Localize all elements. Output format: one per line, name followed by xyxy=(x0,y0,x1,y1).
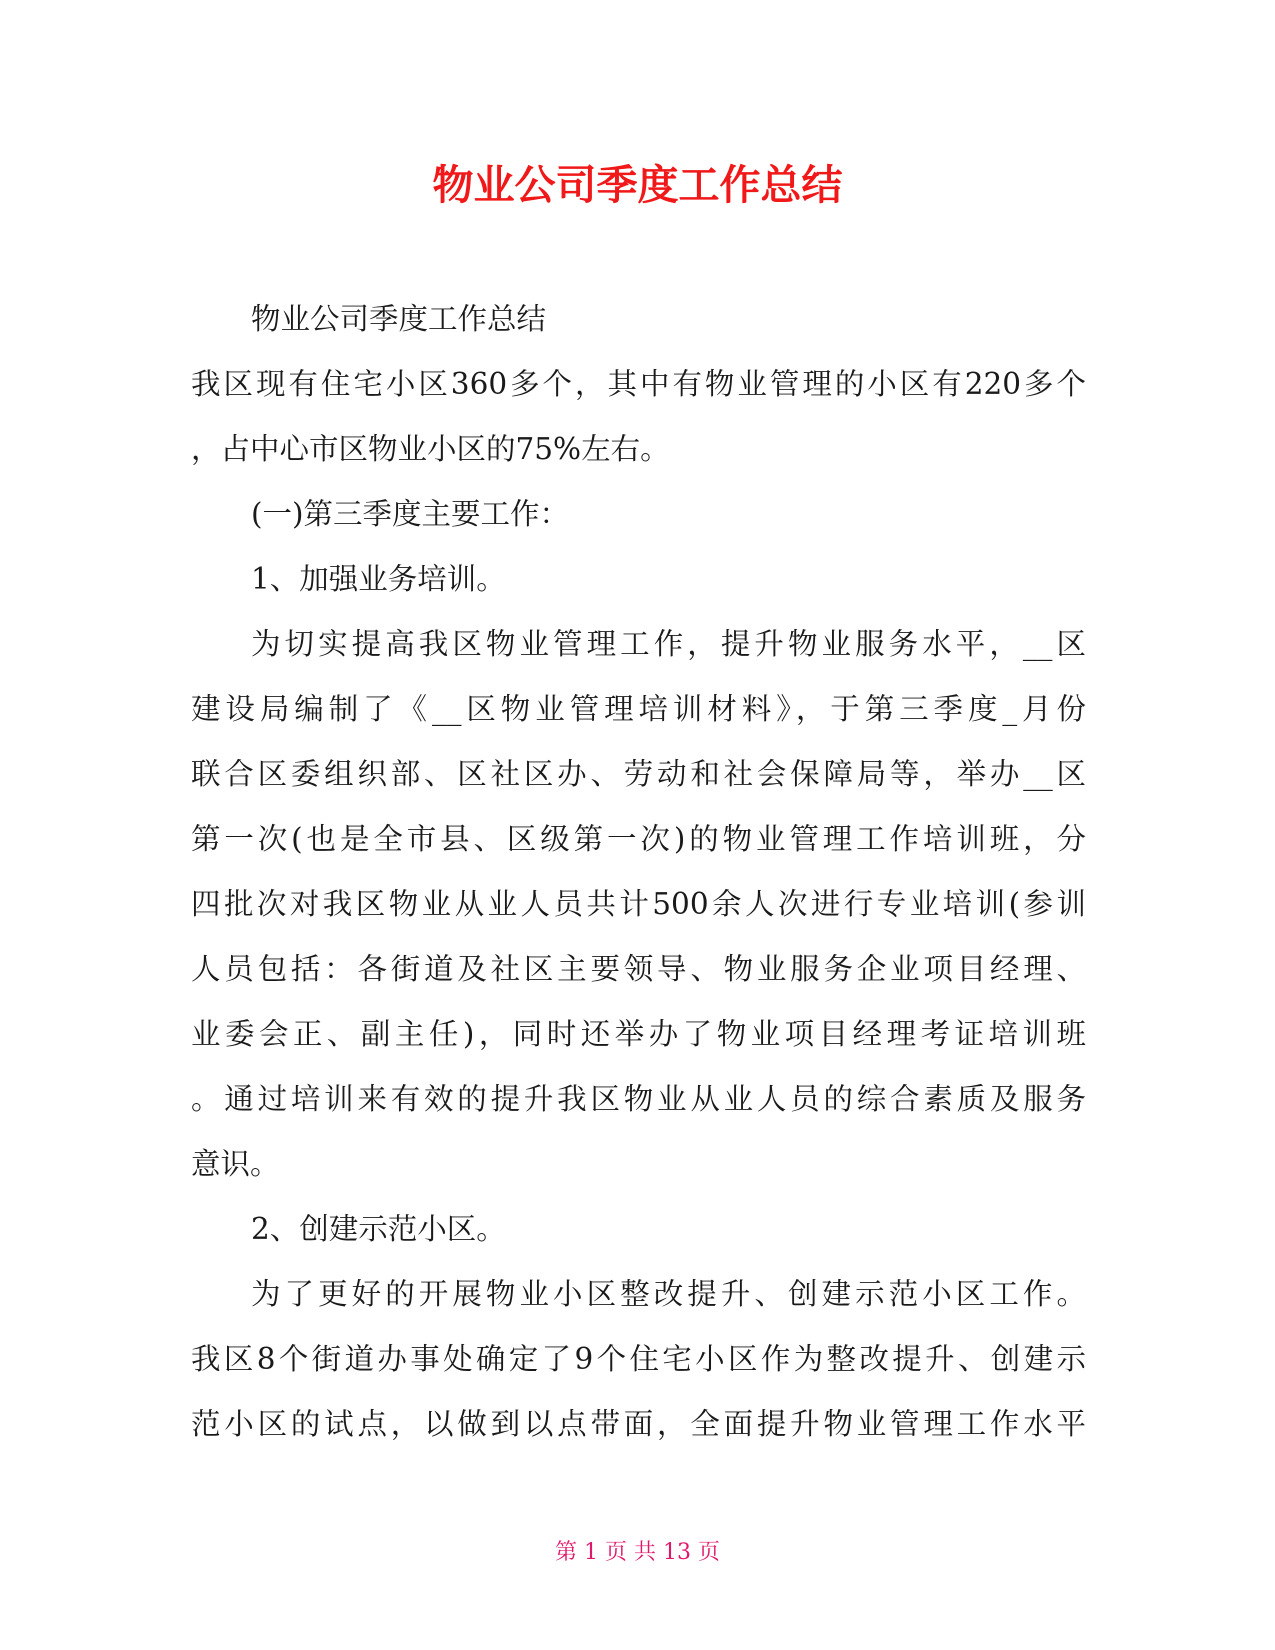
body-line: 第一次(也是全市县、区级第一次)的物业管理工作培训班，分 xyxy=(191,822,1086,856)
body-line: 为切实提高我区物业管理工作，提升物业服务水平，__区 xyxy=(251,627,1086,661)
body-line-subtitle: 物业公司季度工作总结 xyxy=(251,302,547,336)
page-number-footer: 第 1 页 共 13 页 xyxy=(555,1540,720,1565)
document-title: 物业公司季度工作总结 xyxy=(432,161,843,209)
body-line: 人员包括：各街道及社区主要领导、物业服务企业项目经理、 xyxy=(191,952,1086,986)
body-line: 建设局编制了《__区物业管理培训材料》，于第三季度_月份 xyxy=(191,692,1086,726)
body-line: 范小区的试点，以做到以点带面，全面提升物业管理工作水平 xyxy=(191,1407,1086,1441)
item-heading: 1、加强业务培训。 xyxy=(251,562,506,596)
body-line: 我区现有住宅小区360多个，其中有物业管理的小区有220多个 xyxy=(191,367,1086,401)
item-heading: 2、创建示范小区。 xyxy=(251,1212,506,1246)
section-heading: (一)第三季度主要工作： xyxy=(251,497,570,531)
body-line: 四批次对我区物业从业人员共计500余人次进行专业培训(参训 xyxy=(191,887,1086,921)
document-body xyxy=(191,287,1091,1457)
body-line: 意识。 xyxy=(191,1147,280,1181)
body-line: 为了更好的开展物业小区整改提升、创建示范小区工作。 xyxy=(251,1277,1086,1311)
body-line: 我区8个街道办事处确定了9个住宅小区作为整改提升、创建示 xyxy=(191,1342,1086,1376)
body-line: 联合区委组织部、区社区办、劳动和社会保障局等，举办__区 xyxy=(191,757,1086,791)
body-line: ，占中心市区物业小区的75%左右。 xyxy=(191,432,670,466)
body-line: 。通过培训来有效的提升我区物业从业人员的综合素质及服务 xyxy=(191,1082,1086,1116)
body-line: 业委会正、副主任)，同时还举办了物业项目经理考证培训班 xyxy=(191,1017,1086,1051)
